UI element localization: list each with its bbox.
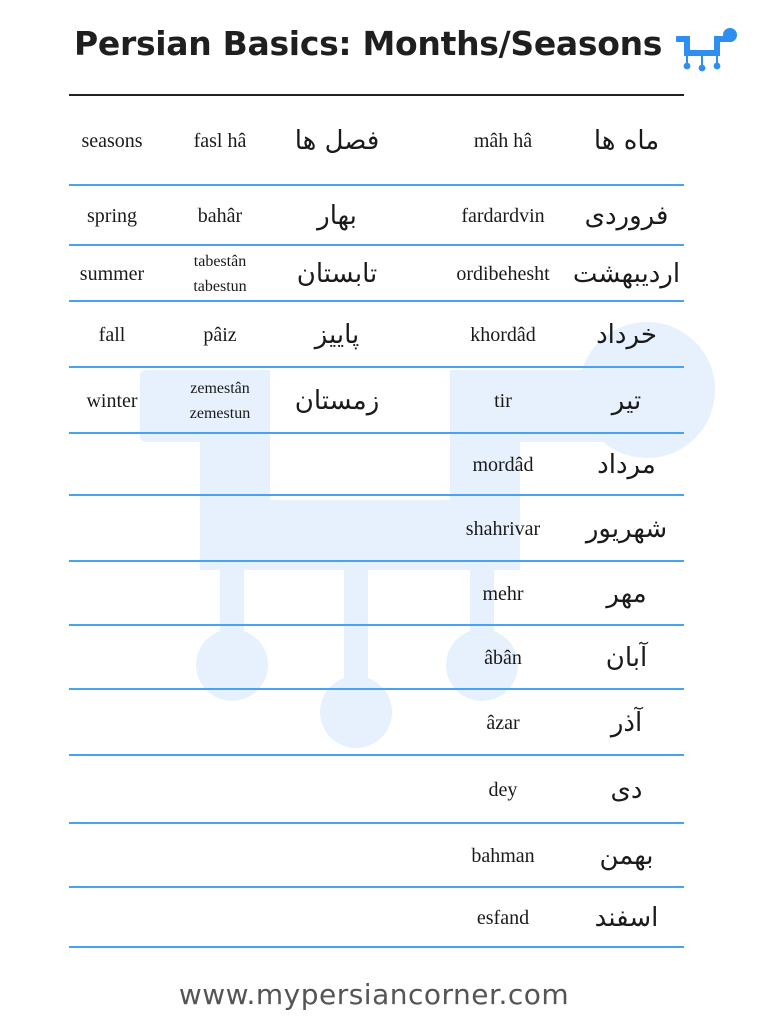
- season-transliteration: [165, 302, 275, 368]
- season-english: spring: [87, 204, 137, 227]
- month-persian: فروردی: [584, 201, 669, 231]
- season-transliteration-line: bahâr: [197, 204, 243, 227]
- season-english: fall: [98, 323, 126, 346]
- table-row: [69, 496, 684, 562]
- table-row: [69, 562, 684, 626]
- table-header-row: [69, 96, 684, 186]
- seasons-label-persian: فصل ها: [294, 126, 380, 156]
- table-row: [69, 626, 684, 690]
- season-transliteration: [165, 246, 275, 302]
- month-transliteration: âbân: [484, 646, 522, 669]
- header: [74, 24, 663, 74]
- seasons-label-en: seasons: [81, 129, 143, 152]
- month-persian: آذر: [610, 708, 643, 738]
- season-transliteration-line: tabestân: [193, 253, 247, 270]
- month-transliteration: khordâd: [470, 323, 536, 346]
- season-persian: پاییز: [314, 320, 360, 350]
- month-persian: آبان: [605, 643, 648, 673]
- month-persian: تیر: [611, 386, 642, 416]
- month-transliteration: shahrivar: [465, 517, 541, 540]
- table-row: [69, 690, 684, 756]
- month-transliteration: dey: [488, 778, 518, 801]
- table-row: [69, 302, 684, 368]
- season-persian: تابستان: [296, 259, 378, 289]
- season-persian: بهار: [317, 201, 357, 231]
- table-row: [69, 888, 684, 948]
- season-transliteration: [165, 368, 275, 434]
- season-persian: زمستان: [294, 386, 380, 416]
- month-transliteration: âzar: [486, 711, 520, 734]
- persian-corner-logo-icon[interactable]: [674, 26, 740, 72]
- months-label-transliteration: mâh hâ: [473, 129, 533, 152]
- footer-url[interactable]: www.mypersiancorner.com: [178, 978, 570, 1011]
- season-transliteration-line: pâiz: [203, 323, 237, 346]
- month-persian: بهمن: [599, 841, 654, 871]
- month-persian: خرداد: [596, 320, 657, 350]
- season-transliteration-line: tabestun: [193, 278, 247, 295]
- month-persian: اسفند: [594, 903, 659, 933]
- season-transliteration: [165, 186, 275, 246]
- table-row: [69, 824, 684, 888]
- month-transliteration: mehr: [482, 582, 524, 605]
- month-transliteration: bahman: [471, 844, 535, 867]
- table-row: [69, 756, 684, 824]
- season-english: summer: [79, 262, 145, 285]
- month-persian: دی: [610, 775, 643, 805]
- table-row: [69, 434, 684, 496]
- month-transliteration: ordibehesht: [456, 262, 550, 285]
- month-transliteration: esfand: [476, 906, 530, 929]
- month-persian: مهر: [606, 579, 647, 609]
- page-title: Persian Basics: Months/Seasons: [74, 24, 663, 63]
- table-row: [69, 368, 684, 434]
- seasons-label-transliteration: fasl hâ: [193, 129, 247, 152]
- months-label-persian: ماه ها: [593, 126, 660, 156]
- month-transliteration: mordâd: [472, 453, 534, 476]
- table-row: [69, 186, 684, 246]
- month-transliteration: fardardvin: [461, 204, 545, 227]
- month-persian: مرداد: [597, 450, 656, 480]
- season-transliteration-line: zemestun: [189, 405, 251, 422]
- season-transliteration-line: zemestân: [190, 380, 250, 397]
- table-row: [69, 246, 684, 302]
- season-english: winter: [86, 389, 138, 412]
- month-persian: شهریور: [585, 514, 668, 544]
- month-transliteration: tir: [494, 389, 512, 412]
- month-persian: اردیبهشت: [572, 259, 681, 289]
- row-divider: [69, 946, 684, 948]
